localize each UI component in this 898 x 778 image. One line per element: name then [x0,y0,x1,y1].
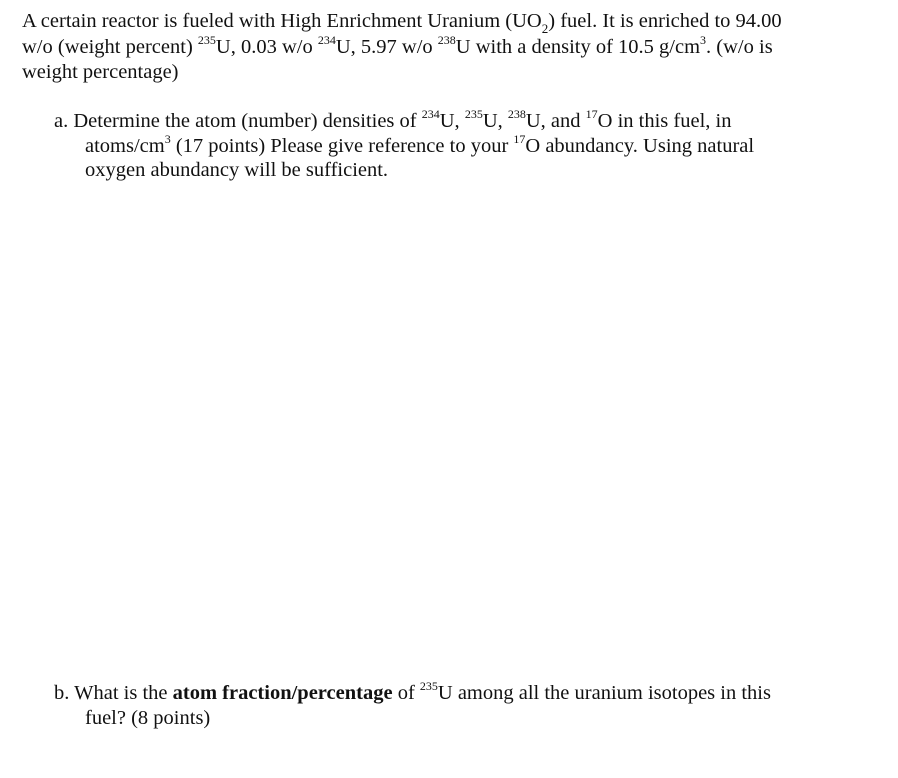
part-b-bold-phrase: atom fraction/percentage [172,682,393,704]
intro-line-1: A certain reactor is fueled with High Enrichment Uranium $(UO_2)$ fuel. It is enriched to 94.00 [22,10,782,37]
part-b-line-1: b. What is the atom fraction/percentage of $^{235}$U among all the uranium isotopes in this [54,679,771,704]
intro-line-3: weight percentage) [22,61,179,83]
part-a-line-3: oxygen abundancy will be sufficient. [85,159,389,181]
intro-line-2: w/o (weight percent) $^{235}$U, 0.03 w/o $^{234}$U, 5.97 w/o $^{238}$U with a density of 10.5 $g/cm^3$. (w/o is [22,33,773,58]
part-a-line-2: atoms/$cm^3$ (17 points) Please give reference to your $^{17}$O abundancy. Using natural [85,132,755,157]
part-a-line-1: a. Determine the atom (number) densities of $^{234}$U, $^{235}$U, $^{238}$U, and $^{17}$O in this fuel, in [54,107,732,132]
part-b-line-2: fuel? (8 points) [85,707,211,729]
